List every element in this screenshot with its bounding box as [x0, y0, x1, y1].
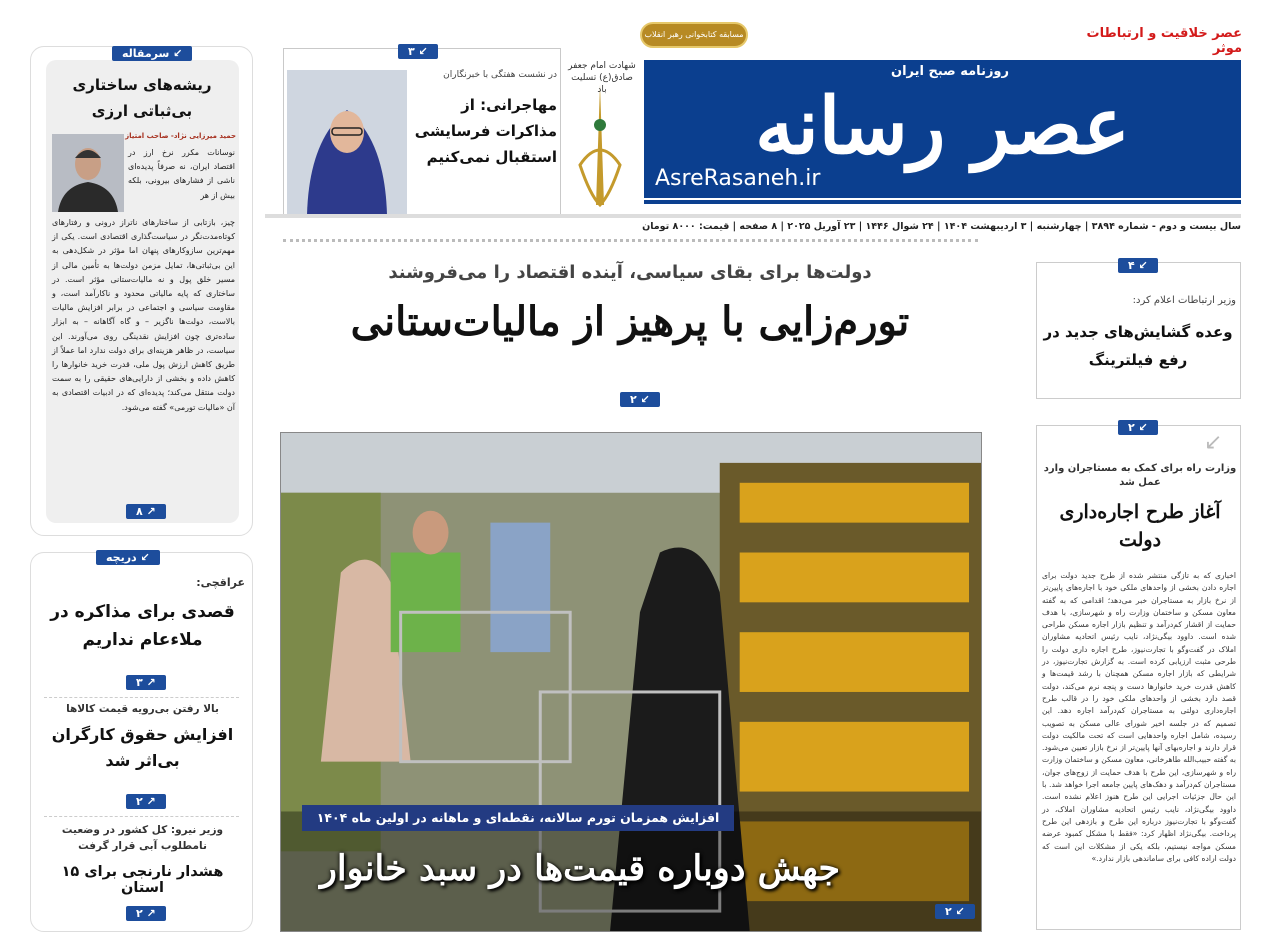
water-title[interactable]: هشدار نارنجی برای ۱۵ استان	[61, 864, 224, 896]
interview-kicker: در نشست هفتگی با خبرنگاران	[443, 70, 557, 80]
wages-kicker: بالا رفتن بی‌رویه قیمت کالاها	[66, 703, 219, 715]
arrow-icon: ↙	[1204, 430, 1223, 455]
araghchi-kicker: عراقچی:	[196, 576, 245, 589]
masthead-strip	[644, 198, 1241, 204]
dateline-rule	[265, 214, 1241, 218]
lead-kicker: دولت‌ها برای بقای سیاسی، آینده اقتصاد را می‌فروشند	[388, 262, 872, 283]
masthead-tagline: روزنامه صبح ایران	[890, 64, 1009, 79]
divider	[44, 697, 239, 698]
wages-page-ref[interactable]: ۲ ↗	[126, 794, 166, 809]
interview-title[interactable]: مهاجرانی: از مذاکرات فرسایشی استقبال نمی‌کنیم	[414, 96, 557, 166]
rental-page-ref[interactable]: ۲ ↙	[1118, 420, 1158, 435]
lead-headline[interactable]: تورم‌زایی با پرهیز از مالیات‌ستانی	[350, 298, 910, 345]
editorial-title[interactable]: ریشه‌های ساختاری بی‌ثباتی ارزی	[72, 76, 212, 120]
filtering-kicker: وزیر ارتباطات اعلام کرد:	[1132, 295, 1236, 306]
window-label: دریچه ↙	[96, 550, 160, 565]
editorial-body: چیز، بازتابی از ساختارهای ناتراز درونی و رفتارهای کوتاه‌مدت‌نگر در سیاست‌گذاری اقتصادی است. یکی از مهم‌ترین سازوکارهای پنهان اما مؤثر در شکل‌دهی به این بی‌ثباتی‌ها، تمایل مزمن دولت‌ها به تأمین مالی از مسیر خلق پول و نه مالیات‌ستانی مؤثر است. در ساختاری که پایه مالیاتی محدود و ناکارآمد است، و مقاومت سیاسی و اجتماعی در برابر افزایش مالیات بالاست، دولت‌ها ناگزیر – و گاه آگاهانه – به ابزار ساده‌تری چون افزایش نقدینگی روی می‌آورند. این سیاست، در ظاهر هزینه‌ای برای دولت ندارد اما عملاً از طریق کاهش ارزش پول ملی، قدرت خرید خانوارها را کاهش داده و بخشی از دارایی‌های حقیقی را به سمت دولت منتقل می‌کند؛ پدیده‌ای که در ادبیات اقتصادی به آن «مالیات تورمی» گفته می‌شود.	[52, 218, 235, 412]
rental-body: اخباری که به تازگی منتشر شده از طرح جدید دولت برای اجاره دادن بخشی از واحدهای ملکی خود با اجاره‌های پایین‌تر از نرخ بازار به مستاجران خبر می‌دهد؛ اقدامی که به گفته معاون مسکن و ساختمان وزارت راه و شهرسازی، با هدف حمایت از اقشار کم‌درآمد و تنظیم بازار اجاره مسکن طراحی شده است. داوود بیگی‌نژاد، نایب رئیس اتحادیه مشاوران املاک در گفت‌وگو با تجارت‌نیوز، طرح اجاره داری دولت را طرحی مثبت ارزیابی کرده است. به گزارش تجارت‌نیوز، در شرایطی که بازار اجاره مسکن همچنان با رشد قیمت‌ها و کاهش قدرت خرید خانوارها دست و پنجه نرم می‌کند، دولت قصد دارد بخشی از واحدهای ملکی خود را در قالب طرح اجاره‌داری دولتی به مستاجران کم‌درآمد اجاره دهد. این تصمیم که در جلسه اخیر شورای عالی مسکن به تصویب رسیده، شامل اجاره واحدهایی است که تحت مالکیت دولت قرار دارند و اجاره‌بهای آنها پایین‌تر از نرخ بازار تعیین می‌شود. به گفته حبیب‌الله طاهرخانی، معاون مسکن و ساختمان وزارت راه و شهرسازی، این طرح با هدف حمایت از زوج‌های جوان، مستاجران کم‌درآمد و دهک‌های پایین جامعه اجرا خواهد شد. با این حال جزئیات اجرایی این طرح هنوز اعلام نشده است. داوود بیگی‌نژاد، نایب رئیس اتحادیه مشاوران املاک، در گفت‌وگو با تجارت‌نیوز درباره این طرح و بازدهی این طرح پرداخت. بیگی‌نژاد اظهار کرد: «فقط با مشکل کمبود عرضه مسکن مواجه نیستیم، بلکه یکی از مشکلات این است که دولت اراده کافی برای ساماندهی بازار ندارد.»	[1042, 571, 1236, 863]
filtering-title[interactable]: وعده گشایش‌های جدید در رفع فیلترینگ	[1043, 323, 1233, 369]
araghchi-page-ref[interactable]: ۳ ↗	[126, 675, 166, 690]
rental-title[interactable]: آغاز طرح اجاره‌داری دولت	[1059, 501, 1221, 551]
water-page-ref[interactable]: ۲ ↗	[126, 906, 166, 921]
photo-caption: افزایش همزمان تورم سالانه، نقطه‌ای و ماهانه در اولین ماه ۱۴۰۴	[302, 805, 734, 831]
emblem-text: شهادت امام جعفر صادق(ع) تسلیت باد	[568, 61, 636, 95]
photo-page-ref[interactable]: ۲ ↙	[935, 904, 975, 919]
newspaper-url[interactable]: AsreRasaneh.ir	[655, 166, 821, 191]
water-kicker: وزیر نیرو: کل کشور در وضعیت نامطلوب آبی قرار گرفت	[61, 824, 224, 852]
book-contest-badge: مسابقه کتابخوانی رهبر انقلاب	[640, 22, 748, 48]
photo-headline[interactable]: جهش دوباره قیمت‌ها در سبد خانوار	[320, 848, 840, 889]
editorial-author: حمید میرزایی نژاد- صاحب امتیاز	[125, 132, 236, 140]
divider	[283, 239, 978, 242]
dateline: سال بیست و دوم - شماره ۳۸۹۴ | چهارشنبه | ۳ اردیبهشت ۱۴۰۴ | ۲۴ شوال ۱۴۴۶ | ۲۳ آوریل ۲۰۲۵ | ۸ صفحه | قیمت: ۸۰۰۰ تومان	[642, 221, 1241, 232]
interview-photo	[287, 70, 407, 215]
lead-page-ref[interactable]: ۲ ↙	[620, 392, 660, 407]
divider	[44, 816, 239, 817]
araghchi-title[interactable]: قصدی برای مذاکره در ملاءعام نداریم	[50, 602, 235, 650]
newspaper-name: عصر رسانه	[755, 81, 1130, 172]
interview-page-ref[interactable]: ۳ ↙	[398, 44, 438, 59]
editorial-page-ref[interactable]: ۸ ↗	[126, 504, 166, 519]
rental-kicker: وزارت راه برای کمک به مستاجران وارد عمل شد	[1043, 463, 1237, 488]
filtering-page-ref[interactable]: ۴ ↙	[1118, 258, 1158, 273]
author-photo	[52, 134, 124, 212]
editorial-body-top: نوسانات مکرر نرخ ارز در اقتصاد ایران، نه صرفاً پدیده‌ای ناشی از فشارهای بیرونی، بلکه بیش از هر	[128, 148, 235, 200]
wages-title[interactable]: افزایش حقوق کارگران بی‌اثر شد	[51, 725, 234, 770]
slogan: عصر خلاقیت و ارتباطات موثر	[1086, 26, 1242, 56]
editorial-label: سرمقاله ↙	[112, 46, 192, 61]
